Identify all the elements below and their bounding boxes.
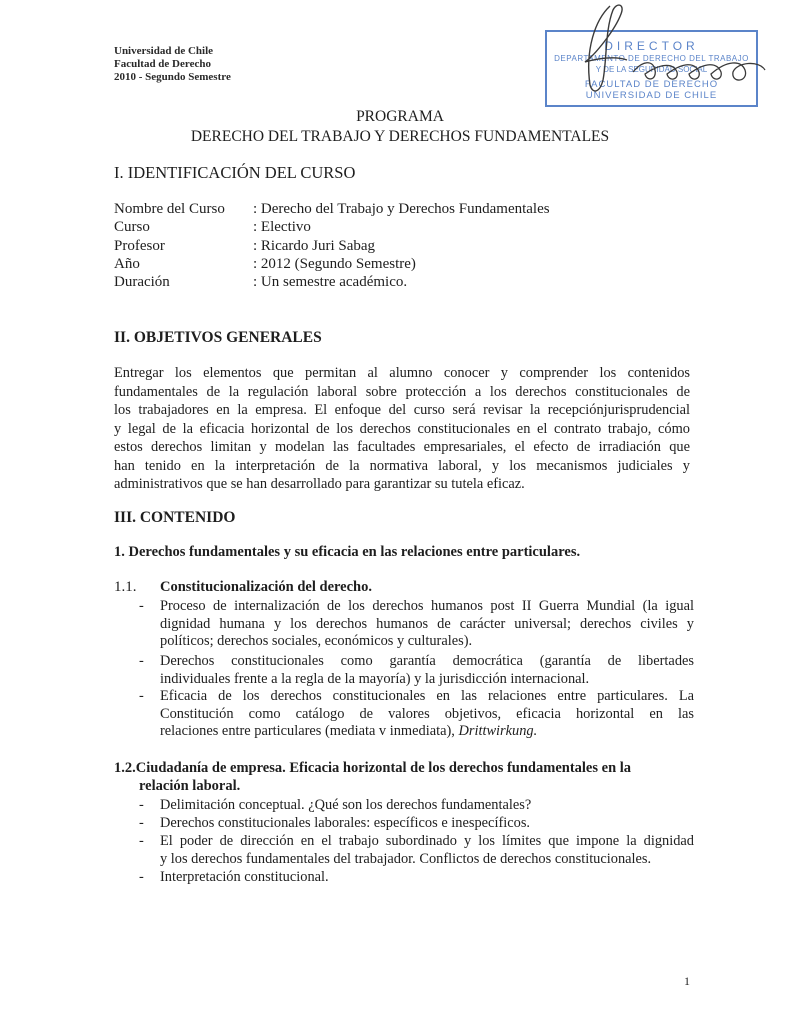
item-line: dignidad humana y los derechos humanos de carácter universal; derechos civiles y [160, 615, 694, 632]
signature-icon [555, 0, 795, 110]
list-item [160, 815, 694, 833]
item-line: Delimitación conceptual. ¿Qué son los derechos fundamentales? [160, 797, 532, 813]
program-title: PROGRAMA [356, 108, 444, 125]
list-bullet: - [139, 653, 144, 669]
list-item [160, 833, 694, 868]
stamp-line-4: FACULTAD DE DERECHO [584, 79, 719, 90]
list-item [160, 653, 694, 688]
list-bullet: - [139, 598, 144, 614]
stamp-line-2: DEPARTAMENTO DE DERECHO DEL TRABAJO [554, 54, 749, 63]
unit-1-heading: 1. Derechos fundamentales y su eficacia en las relaciones entre particulares. [114, 544, 581, 560]
paragraph-line: y legal de la eficacia horizontal de los derechos constitucionales en el contrato trabajo, cómo [114, 420, 690, 437]
item-line: El poder de dirección en el trabajo subordinado y los límites que impone la dignidad [160, 833, 694, 849]
list-bullet: - [139, 797, 144, 813]
item-line: Derechos constitucionales como garantía democrática (garantía de libertades [160, 653, 694, 669]
paragraph-line: fundamentales de la regulación laboral sobre protección a los derechos constitucionales de [114, 383, 690, 400]
section-objectives-heading: II. OBJETIVOS GENERALES [114, 329, 322, 346]
institution-header [114, 45, 231, 84]
course-type-label: Curso [114, 219, 150, 235]
list-bullet: - [139, 869, 144, 885]
item-line: políticos; derechos sociales, económicos y culturales). [160, 633, 473, 650]
paragraph-line: Entregar los elementos que permitan al alumno conocer y comprender los contenidos [114, 365, 690, 381]
item-line: individuales frente a la regla de la mayoría) y la jurisdicción internacional. [160, 670, 590, 687]
item-line: y los derechos fundamentales del trabajador. Conflictos de derechos constitucionales. [160, 850, 652, 867]
paragraph-line: los trabajadores en la empresa. El enfoque del curso será revisar la recepciónjurisprudencial [114, 402, 690, 418]
page-number: 1 [684, 974, 690, 988]
list-item [160, 797, 694, 815]
stamp-line-1: DIRECTOR [604, 39, 699, 53]
list-bullet: - [139, 833, 144, 849]
item-line: Constitución como catálogo de valores objetivos, eficacia horizontal en las [160, 705, 694, 722]
year-value: : 2012 (Segundo Semestre) [253, 256, 416, 272]
subsection-1-1-number: 1.1. [114, 579, 137, 595]
list-item [160, 869, 694, 887]
item-line-plain: relaciones entre particulares (mediata v inmediata), [160, 723, 459, 740]
paragraph-line: administrativos que se han desarrollado para garantizar su tutela eficaz. [114, 476, 525, 492]
item-line: Proceso de internalización de los derechos humanos post II Guerra Mundial (la igual [160, 598, 694, 614]
item-line: Eficacia de los derechos constitucionales en las relaciones entre particulares. La [160, 688, 694, 704]
item-line [160, 723, 694, 741]
subsection-1-2-title: 1.2.Ciudadanía de empresa. Eficacia horizontal de los derechos fundamentales en la [114, 760, 632, 776]
section-identification-heading: I. IDENTIFICACIÓN DEL CURSO [114, 163, 356, 182]
professor-value: : Ricardo Juri Sabag [253, 238, 376, 254]
course-type-value: : Electivo [253, 219, 311, 235]
duration-value: : Un semestre académico. [253, 274, 408, 290]
stamp-line-3: Y DE LA SEGURIDAD SOCIAL [595, 65, 708, 74]
faculty-name: Facultad de Derecho [114, 58, 211, 70]
university-name: Universidad de Chile [114, 45, 214, 57]
year-label: Año [114, 256, 140, 272]
section-content-heading: III. CONTENIDO [114, 509, 236, 526]
list-item [160, 598, 694, 651]
list-bullet: - [139, 688, 144, 704]
paragraph-line: estos derechos limitan y modelan las facultades empresariales, el efecto de irradiación que [114, 439, 690, 455]
drittwirkung-term: Drittwirkung. [458, 723, 538, 740]
course-title: DERECHO DEL TRABAJO Y DERECHOS FUNDAMENTALES [190, 128, 610, 145]
subsection-1-1-title: Constitucionalización del derecho. [160, 579, 372, 595]
semester-label: 2010 - Segundo Semestre [114, 71, 231, 83]
professor-label: Profesor [114, 238, 165, 254]
item-line: Interpretación constitucional. [160, 869, 329, 885]
list-bullet: - [139, 815, 144, 831]
course-name-value: : Derecho del Trabajo y Derechos Fundamentales [253, 201, 550, 217]
course-name-label: Nombre del Curso [114, 201, 225, 217]
list-item [160, 688, 694, 741]
duration-label: Duración [114, 274, 170, 290]
objectives-paragraph [114, 364, 690, 494]
subsection-1-2-title-cont: relación laboral. [139, 778, 241, 794]
paragraph-line: han tenido en la interpretación de la normativa laboral, y los mecanismos judiciales y [114, 457, 690, 474]
item-line: Derechos constitucionales laborales: específicos e inespecíficos. [160, 815, 531, 831]
stamp-line-5: UNIVERSIDAD DE CHILE [585, 90, 718, 101]
